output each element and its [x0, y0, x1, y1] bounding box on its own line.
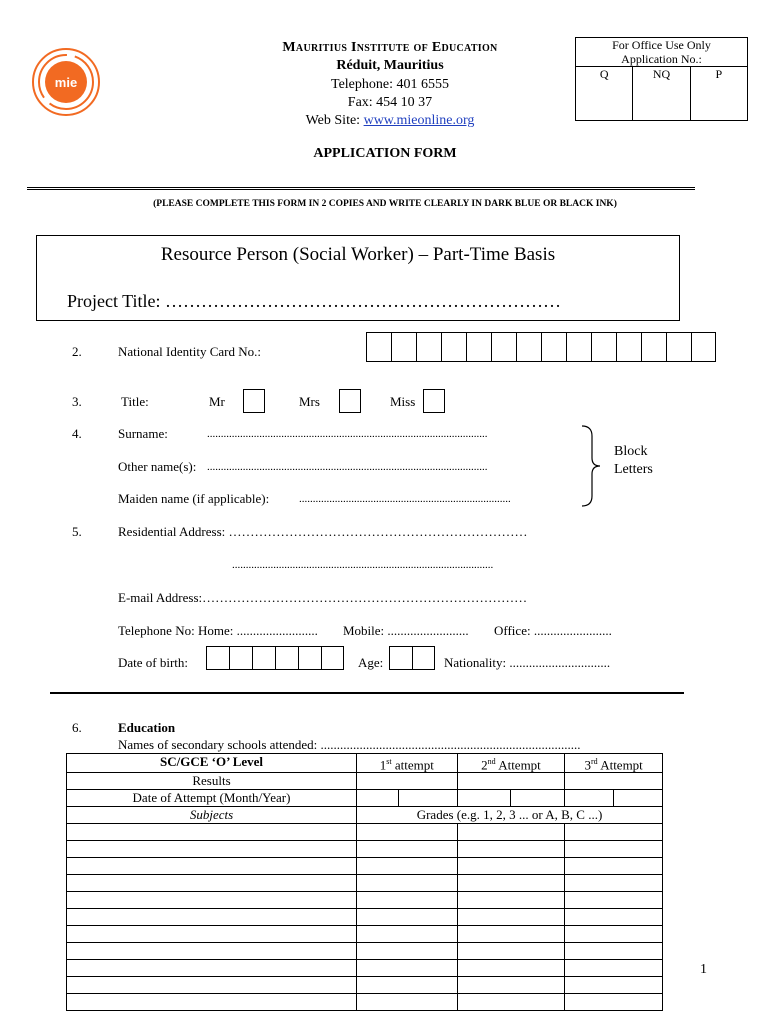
date-of-attempt-label: Date of Attempt (Month/Year) [67, 790, 357, 807]
email-field[interactable]: E-mail Address:………………………………………………………………… [118, 590, 528, 605]
miss-checkbox[interactable] [423, 389, 445, 413]
subjects-label: Subjects [67, 807, 357, 824]
mr-checkbox[interactable] [243, 389, 265, 413]
office-use-title: For Office Use Only [612, 38, 711, 52]
col-p: P [715, 67, 723, 81]
schools-attended-field[interactable]: Names of secondary schools attended: ................................................................................ [118, 737, 581, 752]
title-label: Title: [121, 394, 149, 409]
table-row [67, 790, 663, 807]
mr-label: Mr [209, 394, 225, 409]
form-title: APPLICATION FORM [313, 146, 457, 161]
q5-number: 5. [72, 524, 82, 539]
website-line [180, 112, 600, 130]
residential-address-field[interactable]: Residential Address: …………………………………………………………… [118, 524, 528, 539]
telephone-home-field[interactable]: Telephone No: Home: ......................... [118, 623, 318, 638]
attempt-1-header: 1st attempt [357, 754, 458, 773]
maiden-name-label: Maiden name (if applicable): [118, 491, 270, 506]
telephone: Telephone: 401 6555 [331, 77, 449, 92]
maiden-name-field[interactable]: ............................................................................. [299, 493, 511, 505]
residential-address-line2[interactable]: ............................................................................................... [232, 559, 494, 571]
office-use-box [575, 37, 748, 121]
table-row [67, 858, 663, 875]
table-row [67, 926, 663, 943]
nic-boxes[interactable] [366, 332, 716, 362]
institute-name: Mauritius Institute of Education [282, 40, 498, 55]
table-row [67, 824, 663, 841]
miss-label: Miss [390, 394, 416, 409]
table-row [67, 977, 663, 994]
table-row [67, 994, 663, 1011]
table-row [67, 892, 663, 909]
website-link[interactable]: www.mieonline.org [363, 113, 475, 128]
surname-label: Surname: [118, 426, 168, 441]
section-divider [50, 692, 684, 694]
col-q: Q [576, 67, 633, 121]
institute-location: Réduit, Mauritius [336, 58, 444, 73]
table-row [67, 807, 663, 824]
dob-label: Date of birth: [118, 655, 189, 670]
table-row [67, 841, 663, 858]
table-row [67, 754, 663, 773]
application-no: Application No.: [621, 52, 702, 66]
grades-label: Grades (e.g. 1, 2, 3 ... or A, B, C ...) [357, 807, 663, 824]
q6-number: 6. [72, 720, 82, 735]
age-label: Age: [358, 655, 384, 670]
mrs-label: Mrs [299, 394, 320, 409]
education-heading: Education [118, 720, 176, 735]
nic-label: National Identity Card No.: [118, 344, 261, 359]
q2-number: 2. [72, 344, 82, 359]
mie-logo [31, 47, 101, 117]
other-names-field[interactable]: ...................................................................................................... [207, 461, 488, 473]
other-names-label: Other name(s): [118, 459, 197, 474]
dob-boxes[interactable] [206, 646, 344, 670]
fax: Fax: 454 10 37 [347, 95, 433, 110]
col-nq: NQ [633, 67, 690, 121]
surname-field[interactable]: ...................................................................................................... [207, 428, 488, 440]
post-title: Resource Person (Social Worker) – Part-Time Basis [160, 244, 556, 265]
right-brace-icon [580, 424, 604, 508]
results-label: Results [67, 773, 357, 790]
block-letters-line1: Block [614, 444, 648, 459]
level-header: SC/GCE ‘O’ Level [67, 754, 357, 773]
header-divider [27, 187, 695, 190]
post-title-box [36, 235, 680, 321]
instruction-note: (PLEASE COMPLETE THIS FORM IN 2 COPIES AND WRITE CLEARLY IN DARK BLUE OR BLACK INK) [153, 199, 617, 209]
table-row [67, 943, 663, 960]
age-boxes[interactable] [389, 646, 435, 670]
mrs-checkbox[interactable] [339, 389, 361, 413]
block-letters-line2: Letters [614, 462, 653, 477]
education-table [66, 753, 663, 1011]
table-row [67, 773, 663, 790]
project-title-field[interactable]: Project Title: ………………………………………………………… [67, 291, 562, 311]
table-row [67, 960, 663, 977]
table-row [67, 909, 663, 926]
q4-number: 4. [72, 426, 82, 441]
office-use-columns [576, 66, 747, 83]
office-phone-field[interactable]: Office: ........................ [494, 623, 612, 638]
attempt-3-header: 3rd Attempt [565, 754, 663, 773]
nationality-field[interactable]: Nationality: ............................... [444, 655, 611, 670]
q3-number: 3. [72, 394, 82, 409]
attempt-2-header: 2nd Attempt [457, 754, 565, 773]
website-label: Web Site: [305, 113, 364, 128]
mobile-field[interactable]: Mobile: ......................... [343, 623, 469, 638]
page-number: 1 [700, 962, 707, 977]
table-row [67, 875, 663, 892]
logo-text: mie [54, 75, 78, 90]
